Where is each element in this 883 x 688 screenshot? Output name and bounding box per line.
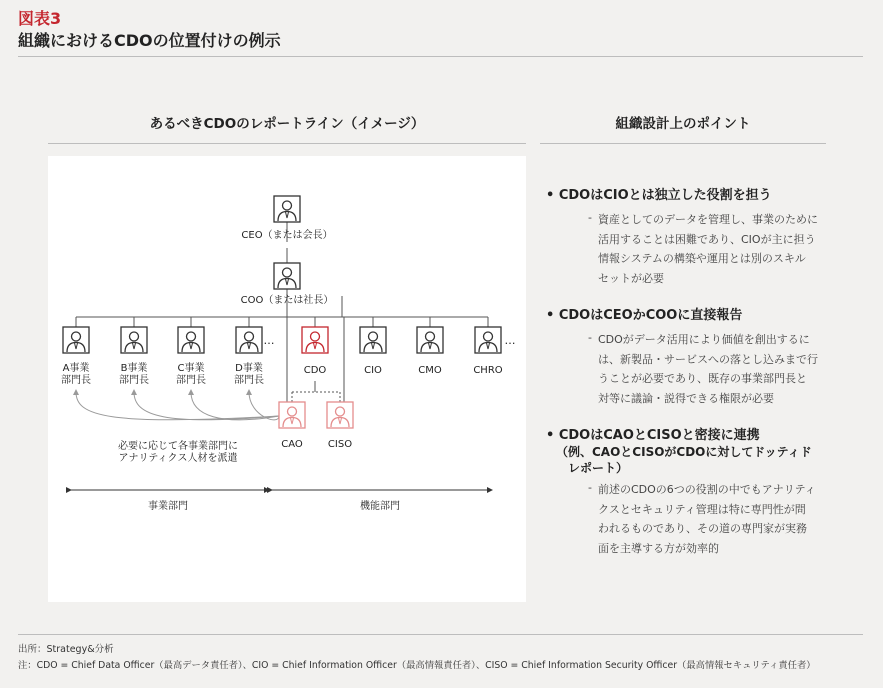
source-note: 出所：Strategy&分析 xyxy=(18,644,114,655)
function-icon-1 xyxy=(360,327,386,353)
function-label-2: CMO xyxy=(418,365,442,376)
business-division-label: 事業部門 xyxy=(148,501,188,512)
business-unit-label-1: B事業部門長 xyxy=(119,363,149,386)
point-title-2: • CDOはCAOとCISOと密接に連携 xyxy=(546,428,760,443)
left-section-heading: あるべきCDOのレポートライン（イメージ） xyxy=(149,116,425,132)
point-title-1: • CDOはCEOかCOOに直接報告 xyxy=(546,308,743,323)
point-body-2 xyxy=(598,480,816,558)
point-body-0 xyxy=(598,210,818,288)
sub-role-icon-0 xyxy=(279,402,305,428)
point-line: 資産としてのデータを管理し、事業のために xyxy=(598,213,818,226)
point-line: クスとセキュリティ管理は特に専門性が問 xyxy=(598,502,806,516)
header-divider xyxy=(18,56,863,57)
coo-icon xyxy=(274,263,300,289)
abbreviation-note: 注：CDO = Chief Data Officer（最高データ責任者）、CIO = Chief Information Officer（最高情報責任者）、CISO = Chief Information Security Officer（最高情報セキュリティ責任者） xyxy=(18,660,816,671)
sub-role-icon-1 xyxy=(327,402,353,428)
point-line: われるものであり、その道の専門家が実務 xyxy=(598,522,807,535)
org-chart-panel xyxy=(48,156,526,602)
point-title-0: • CDOはCIOとは独立した役割を担う xyxy=(546,188,772,203)
business-unit-icon-1 xyxy=(121,327,147,353)
sub-role-label-1: CISO xyxy=(327,439,353,450)
ellipsis-business: … xyxy=(263,334,275,347)
function-icon-3 xyxy=(475,327,501,353)
figure-title: 組織におけるCDOの位置付けの例示 xyxy=(18,31,281,50)
function-icon-0 xyxy=(302,327,328,353)
right-section-heading: 組織設計上のポイント xyxy=(615,116,751,132)
business-unit-label-0: A事業部門長 xyxy=(61,363,91,386)
point-bullet-1: - xyxy=(588,331,592,344)
point-line: は、新製品・サービスへの落とし込みまで行 xyxy=(598,352,818,366)
function-division-label: 機能部門 xyxy=(360,501,400,512)
business-unit-label-3: D事業部門長 xyxy=(234,363,264,386)
point-line: 情報システムの構築や運用とは別のスキル xyxy=(598,252,806,265)
function-label-0: CDO xyxy=(303,365,327,376)
sub-role-label-0: CAO xyxy=(281,439,303,450)
point-line: セットが必要 xyxy=(598,271,664,285)
business-unit-label-2: C事業部門長 xyxy=(176,363,206,386)
point-line: 活用することは困難であり、CIOが主に担う xyxy=(598,232,816,246)
coo-label: COO（または社長） xyxy=(240,295,334,306)
business-unit-icon-0 xyxy=(63,327,89,353)
dispatch-arrow-2 xyxy=(191,392,279,420)
function-label-3: CHRO xyxy=(473,365,503,376)
point-body-1 xyxy=(598,330,818,408)
org-chart-diagram xyxy=(48,156,526,602)
point-line: 面を主導する方が効率的 xyxy=(598,541,719,555)
point-bullet-0: - xyxy=(588,211,592,224)
ceo-icon xyxy=(274,196,300,222)
dispatch-note: 必要に応じて各事業部門にアナリティクス人材を派遣 xyxy=(118,441,238,464)
point-bullet-2: - xyxy=(588,481,592,494)
footer-divider xyxy=(18,634,863,635)
dispatch-arrow-0 xyxy=(76,392,279,420)
point-line: うことが必要であり、既存の事業部門長と xyxy=(598,372,807,385)
ceo-label: CEO（または会長） xyxy=(241,230,333,241)
right-heading-rule xyxy=(540,143,826,144)
function-label-1: CIO xyxy=(364,365,382,376)
ellipsis-function: … xyxy=(504,334,516,347)
business-unit-icon-3 xyxy=(236,327,262,353)
point-line: 対等に議論・説得できる権限が必要 xyxy=(598,391,774,405)
function-icon-2 xyxy=(417,327,443,353)
business-unit-icon-2 xyxy=(178,327,204,353)
dispatch-arrow-1 xyxy=(134,392,279,420)
point-line: CDOがデータ活用により価値を創出するに xyxy=(598,333,810,346)
point-subtitle-2: （例、CAOとCISOがCDOに対してドッティド レポート） xyxy=(556,445,812,475)
figure-label: 図表3 xyxy=(18,9,62,28)
left-heading-rule xyxy=(48,143,526,144)
point-line: 前述のCDOの6つの役割の中でもアナリティ xyxy=(598,483,816,496)
dispatch-arrow-3 xyxy=(249,392,279,420)
